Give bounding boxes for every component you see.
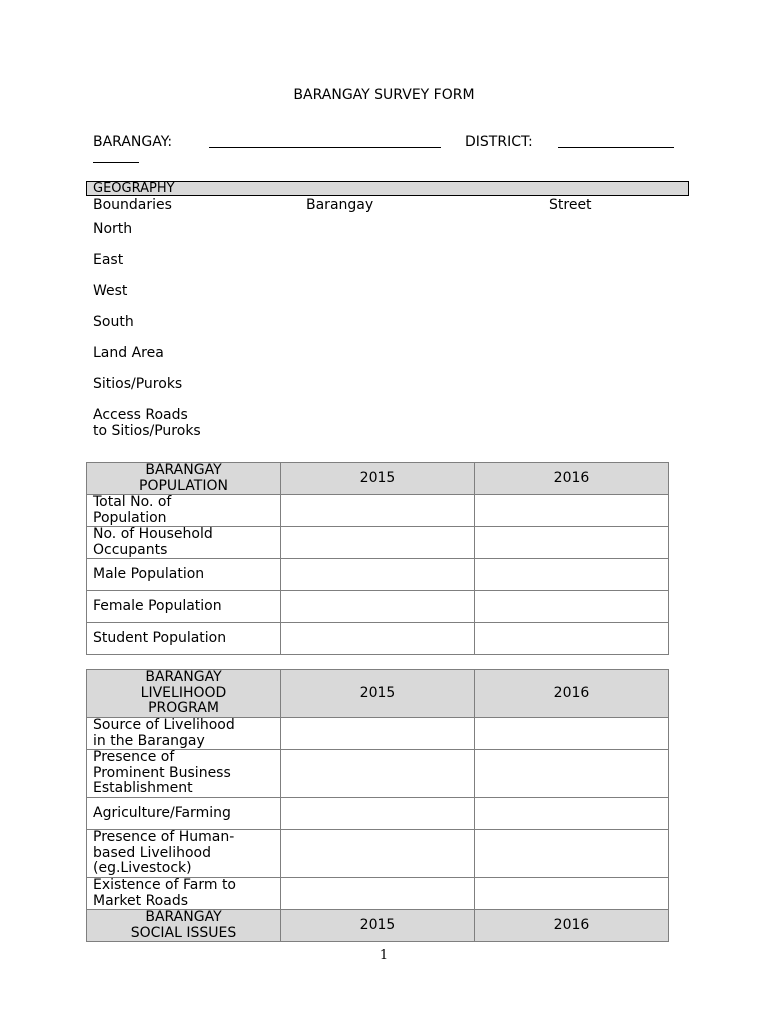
input-cell[interactable] [281,591,475,623]
geography-col-boundaries: Boundaries [93,197,172,213]
geography-row-sitios: Sitios/Puroks [93,376,183,392]
input-cell[interactable] [475,623,669,655]
table-row [87,495,669,527]
row-label: Source of Livelihood in the Barangay [87,718,281,750]
social-issues-year-2015: 2015 [281,910,475,942]
barangay-label: BARANGAY: [93,134,173,150]
population-year-2016: 2016 [475,463,669,495]
district-field[interactable] [558,147,674,148]
input-cell[interactable] [475,750,669,798]
input-cell[interactable] [281,495,475,527]
row-label: Presence of Prominent Business Establishment [87,750,281,798]
population-year-2015: 2015 [281,463,475,495]
geography-row-south: South [93,314,134,330]
row-label: Agriculture/Farming [87,798,281,830]
table-row [87,878,669,910]
input-cell[interactable] [281,750,475,798]
input-cell[interactable] [475,495,669,527]
table-row [87,718,669,750]
row-label: Existence of Farm to Market Roads [87,878,281,910]
geography-col-street: Street [549,197,592,213]
input-cell[interactable] [281,718,475,750]
row-label: Male Population [87,559,281,591]
input-cell[interactable] [281,527,475,559]
barangay-field[interactable] [209,147,441,148]
row-label: Presence of Human- based Livelihood (eg.Livestock) [87,830,281,878]
table-row [87,798,669,830]
population-table [86,462,669,655]
table-row [87,623,669,655]
district-field-continuation[interactable] [93,162,139,163]
geography-row-west: West [93,283,128,299]
table-row [87,527,669,559]
page-number: 1 [379,948,389,963]
row-label: Total No. of Population [87,495,281,527]
table-row [87,750,669,798]
input-cell[interactable] [281,878,475,910]
table-row [87,591,669,623]
livelihood-year-2015: 2015 [281,670,475,718]
row-label: Female Population [87,591,281,623]
input-cell[interactable] [281,623,475,655]
table-row [87,559,669,591]
table-row [87,830,669,878]
social-issues-year-2016: 2016 [475,910,669,942]
input-cell[interactable] [281,559,475,591]
form-title: BARANGAY SURVEY FORM [293,87,475,103]
input-cell[interactable] [475,798,669,830]
geography-row-land-area: Land Area [93,345,164,361]
livelihood-year-2016: 2016 [475,670,669,718]
input-cell[interactable] [475,559,669,591]
district-label: DISTRICT: [465,134,533,150]
livelihood-header: BARANGAY LIVELIHOOD PROGRAM [87,670,281,718]
input-cell[interactable] [281,830,475,878]
input-cell[interactable] [475,830,669,878]
input-cell[interactable] [475,878,669,910]
input-cell[interactable] [475,591,669,623]
input-cell[interactable] [475,718,669,750]
geography-row-north: North [93,221,133,237]
social-issues-header: BARANGAY SOCIAL ISSUES [87,910,281,942]
geography-col-barangay: Barangay [306,197,374,213]
geography-row-east: East [93,252,124,268]
row-label: Student Population [87,623,281,655]
input-cell[interactable] [281,798,475,830]
geography-header: GEOGRAPHY [86,181,689,196]
input-cell[interactable] [475,527,669,559]
geography-row-access-roads: Access Roads to Sitios/Puroks [93,407,201,439]
row-label: No. of Household Occupants [87,527,281,559]
population-header: BARANGAY POPULATION [87,463,281,495]
livelihood-table [86,669,669,942]
